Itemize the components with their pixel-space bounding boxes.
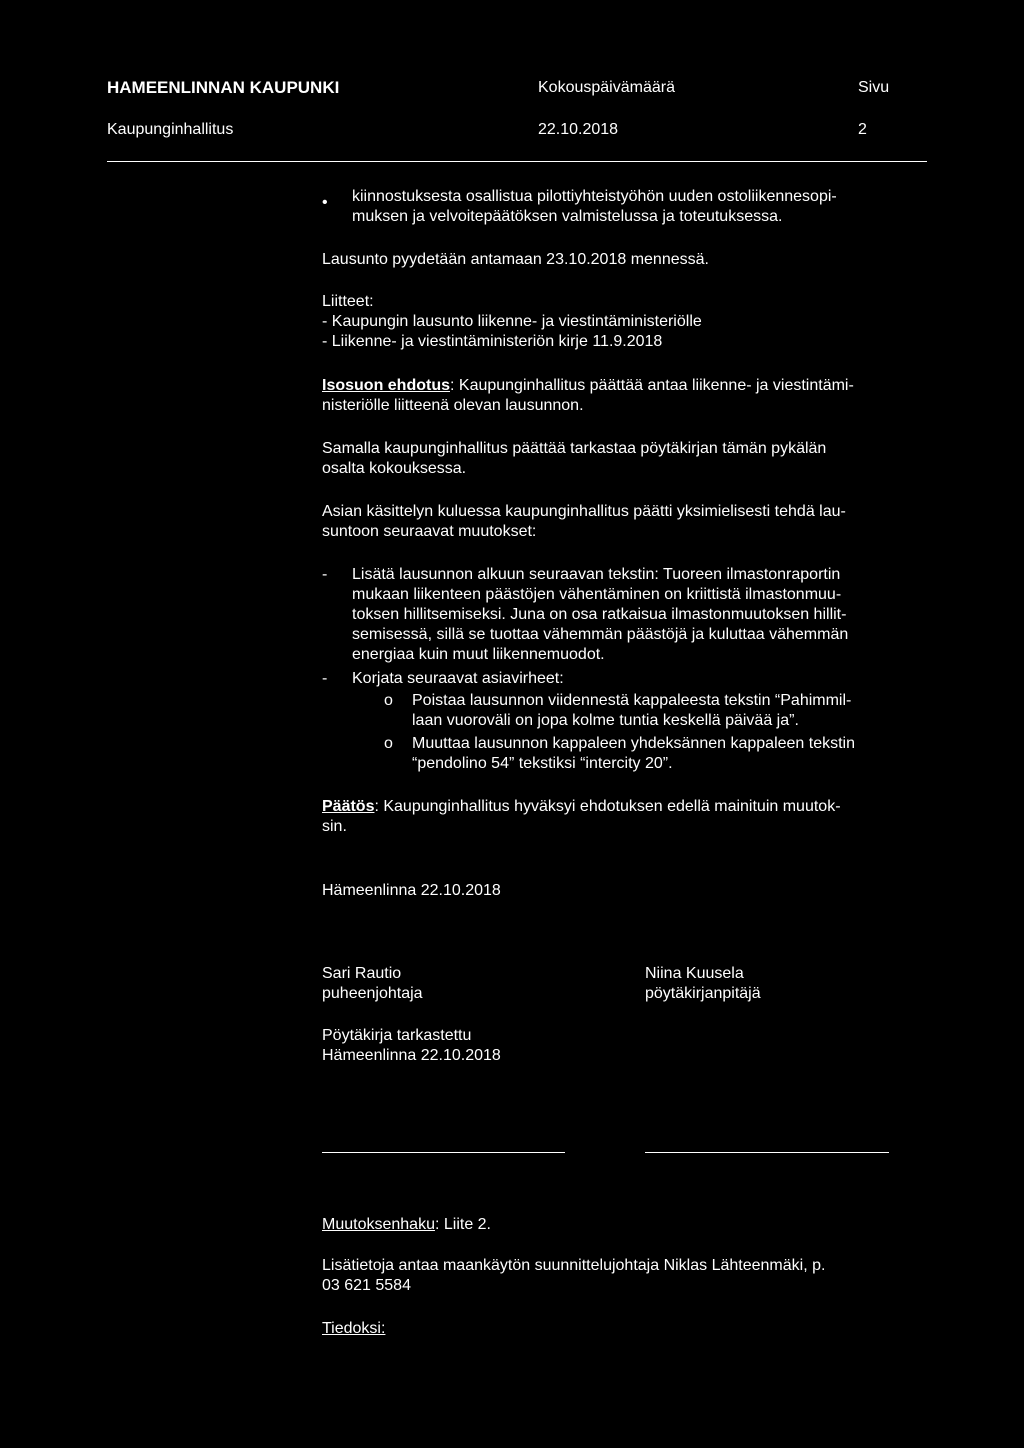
- change-line: energiaa kuin muut liikennemuodot.: [352, 646, 605, 663]
- place-date: Hämeenlinna 22.10.2018: [322, 882, 501, 899]
- signer-role: pöytäkirjanpitäjä: [645, 985, 761, 1002]
- review-paragraph: [322, 439, 927, 479]
- sub-item-line: Muuttaa lausunnon kappaleen yhdeksännen kappaleen tekstin: [412, 735, 855, 752]
- change-line: Lisätä lausunnon alkuun seuraavan tekstin: Tuoreen ilmastonraportin: [352, 566, 841, 583]
- header-divider: [107, 161, 927, 162]
- subitem-marker: o: [384, 735, 393, 752]
- decision: [322, 797, 942, 837]
- signature-line: [645, 1152, 889, 1153]
- attachment-item: - Liikenne- ja viestintäministeriön kirje 11.9.2018: [322, 333, 663, 350]
- proposal-text: nisteriölle liitteenä olevan lausunnon.: [322, 397, 584, 414]
- signer-name: Sari Rautio: [322, 965, 402, 982]
- minutes-checked-label: Pöytäkirja tarkastettu: [322, 1027, 472, 1044]
- change-line: mukaan liikenteen päästöjen vähentäminen on kriittistä ilmastonmuu-: [352, 586, 842, 603]
- minutes-checked-place-date: Hämeenlinna 22.10.2018: [322, 1047, 501, 1064]
- decision-label: Päätös: [322, 798, 375, 815]
- appeal-text: : Liite 2.: [434, 1216, 491, 1233]
- bullet-symbol: •: [322, 194, 328, 211]
- sub-item-line: “pendolino 54” tekstiksi “intercity 20”.: [412, 755, 673, 772]
- notice-label: Tiedoksi:: [322, 1320, 386, 1337]
- decision-text: sin.: [322, 818, 347, 835]
- body-name: Kaupunginhallitus: [107, 121, 234, 138]
- changes-intro-line: suntoon seuraavat muutokset:: [322, 523, 537, 540]
- proposal: [322, 376, 942, 416]
- organization-name: HAMEENLINNAN KAUPUNKI: [107, 78, 340, 97]
- appeal-label: Muutoksenhaku: [322, 1216, 435, 1233]
- page-label: Sivu: [858, 79, 890, 96]
- changes-intro: [322, 502, 927, 542]
- change-dash: -: [322, 566, 328, 583]
- change-line: toksen hillitsemiseksi. Juna on osa ratkaisua ilmastonmuutoksen hillit-: [352, 606, 847, 623]
- changes-intro-line: Asian käsittelyn kuluessa kaupunginhallitus päätti yksimielisesti tehdä lau-: [322, 503, 846, 520]
- sub-item-line: laan vuoroväli on jopa kolme tuntia keskellä päivää ja”.: [412, 712, 799, 729]
- meeting-date: 22.10.2018: [538, 121, 619, 138]
- sub-item: [412, 734, 927, 774]
- deadline-text: Lausunto pyydetään antamaan 23.10.2018 mennessä.: [322, 251, 709, 268]
- attachments: [322, 292, 702, 352]
- signer-chair: [322, 964, 423, 1004]
- proposal-text: : Kaupunginhallitus päättää antaa liikenne- ja viestintämi-: [450, 377, 854, 394]
- bullet-item: [352, 187, 927, 227]
- attachments-label: Liitteet:: [322, 293, 374, 310]
- bullet-line: muksen ja velvoitepäätöksen valmistelussa ja toteutuksessa.: [352, 208, 783, 225]
- appeal: [322, 1215, 491, 1235]
- bullet-line: kiinnostuksesta osallistua pilottiyhteistyöhön uuden ostoliikennesopi-: [352, 188, 837, 205]
- contact-line: Lisätietoja antaa maankäytön suunnittelujohtaja Niklas Lähteenmäki, p.: [322, 1257, 826, 1274]
- signature-line: [322, 1152, 565, 1153]
- signer-secretary: [645, 964, 761, 1004]
- contact-info: [322, 1256, 927, 1296]
- signer-name: Niina Kuusela: [645, 965, 744, 982]
- contact-phone: 03 621 5584: [322, 1277, 411, 1294]
- change-dash: -: [322, 670, 328, 687]
- sub-item-line: Poistaa lausunnon viidennestä kappaleesta tekstin “Pahimmil-: [412, 692, 852, 709]
- minutes-checked: [322, 1026, 501, 1066]
- page-number: 2: [858, 121, 867, 138]
- attachment-item: - Kaupungin lausunto liikenne- ja viestintäministeriölle: [322, 313, 702, 330]
- change-label: Korjata seuraavat asiavirheet:: [352, 670, 564, 687]
- date-label: Kokouspäivämäärä: [538, 79, 675, 96]
- signer-role: puheenjohtaja: [322, 985, 423, 1002]
- change-item: [352, 565, 927, 665]
- sub-item: [412, 691, 927, 731]
- review-line: osalta kokouksessa.: [322, 460, 467, 477]
- subitem-marker: o: [384, 692, 393, 709]
- decision-text: : Kaupunginhallitus hyväksyi ehdotuksen edellä mainituin muutok-: [374, 798, 841, 815]
- proposal-label: Isosuon ehdotus: [322, 377, 450, 394]
- review-line: Samalla kaupunginhallitus päättää tarkastaa pöytäkirjan tämän pykälän: [322, 440, 827, 457]
- change-line: semisessä, sillä se tuottaa vähemmän päästöjä ja kuluttaa vähemmän: [352, 626, 849, 643]
